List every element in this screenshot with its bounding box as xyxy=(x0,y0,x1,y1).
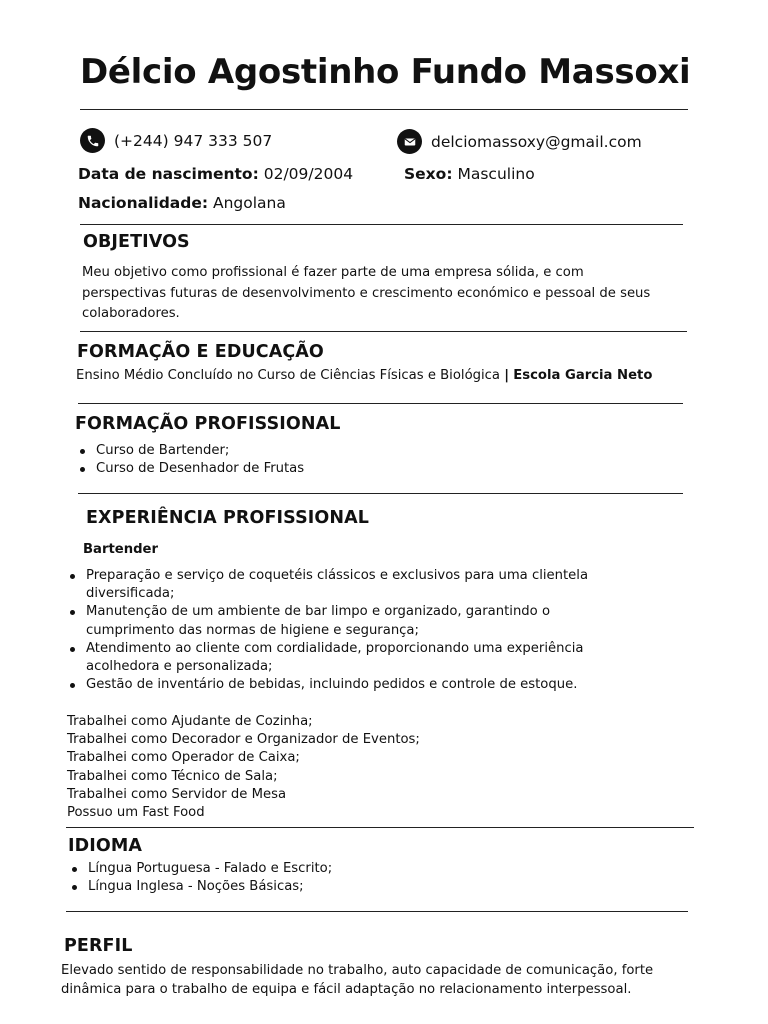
birth-date xyxy=(78,165,353,183)
email-address[interactable]: delciomassoxy@gmail.com xyxy=(431,132,642,151)
jobs-list xyxy=(67,713,420,822)
objetivos-text: Meu objetivo como profissional é fazer parte de uma empresa sólida, e com perspectivas futuras de desenvolvimento e crescimento económico e pessoal de seus colaboradores. xyxy=(82,265,651,321)
sex-label: Sexo: xyxy=(404,165,453,183)
phone-number[interactable]: (+244) 947 333 507 xyxy=(114,131,273,150)
header-divider xyxy=(80,109,688,110)
school-name: Escola Garcia Neto xyxy=(513,368,653,383)
list-item: Língua Portuguesa - Falado e Escrito; xyxy=(68,860,332,878)
list-item: Atendimento ao cliente com cordialidade, proporcionando uma experiência acolhedora e personalizada; xyxy=(66,640,641,676)
course-text: Ensino Médio Concluído no Curso de Ciências Físicas e Biológica xyxy=(76,368,501,383)
email-contact xyxy=(397,129,642,154)
list-item: Gestão de inventário de bebidas, incluindo pedidos e controle de estoque. xyxy=(66,676,641,694)
divider xyxy=(78,493,683,494)
sex xyxy=(404,165,535,183)
job-line: Trabalhei como Ajudante de Cozinha; xyxy=(67,714,313,729)
phone-contact xyxy=(80,128,272,153)
list-item: Manutenção de um ambiente de bar limpo e organizado, garantindo o cumprimento das normas de higiene e segurança; xyxy=(66,603,641,639)
objetivos-heading: OBJETIVOS xyxy=(83,232,190,252)
divider xyxy=(80,224,683,225)
list-item: Curso de Bartender; xyxy=(76,442,304,460)
job-line: Trabalhei como Técnico de Sala; xyxy=(67,768,278,784)
perfil-text: Elevado sentido de responsabilidade no trabalho, auto capacidade de comunicação, forte dinâmica para o trabalho de equipa e fácil adaptação no relacionamento interpessoal. xyxy=(61,963,654,997)
experiencia-role: Bartender xyxy=(83,542,158,557)
separator: | xyxy=(504,368,510,383)
job-line: Trabalhei como Operador de Caixa; xyxy=(67,750,300,766)
experiencia-list xyxy=(66,567,641,694)
nationality xyxy=(78,194,286,212)
formacao-profissional-list xyxy=(76,442,304,478)
divider xyxy=(66,911,688,912)
birth-date-value: 02/09/2004 xyxy=(263,165,354,183)
divider xyxy=(80,331,687,332)
list-item: Curso de Desenhador de Frutas xyxy=(76,460,304,478)
divider xyxy=(78,403,683,404)
job-line: Trabalhei como Decorador e Organizador de Eventos; xyxy=(67,732,420,748)
divider xyxy=(66,827,694,828)
birth-date-label: Data de nascimento: xyxy=(78,165,259,183)
nationality-label: Nacionalidade: xyxy=(78,194,209,212)
formacao-text xyxy=(76,366,652,387)
sex-value: Masculino xyxy=(457,165,535,183)
list-item: Língua Inglesa - Noções Básicas; xyxy=(68,878,332,896)
formacao-profissional-heading: FORMAÇÃO PROFISSIONAL xyxy=(75,414,341,434)
formacao-heading: FORMAÇÃO E EDUCAÇÃO xyxy=(77,342,324,362)
list-item: Preparação e serviço de coquetéis clássicos e exclusivos para uma clientela diversificada; xyxy=(66,567,641,603)
nationality-value: Angolana xyxy=(213,194,286,212)
idioma-list xyxy=(68,860,332,896)
job-line: Trabalhei como Servidor de Mesa xyxy=(67,786,287,802)
resume-name: Délcio Agostinho Fundo Massoxi xyxy=(80,52,691,92)
envelope-icon xyxy=(397,129,422,154)
experiencia-heading: EXPERIÊNCIA PROFISSIONAL xyxy=(86,508,369,528)
perfil-heading: PERFIL xyxy=(64,936,133,956)
job-line: Possuo um Fast Food xyxy=(67,805,205,821)
idioma-heading: IDIOMA xyxy=(68,836,142,856)
phone-icon xyxy=(80,128,105,153)
